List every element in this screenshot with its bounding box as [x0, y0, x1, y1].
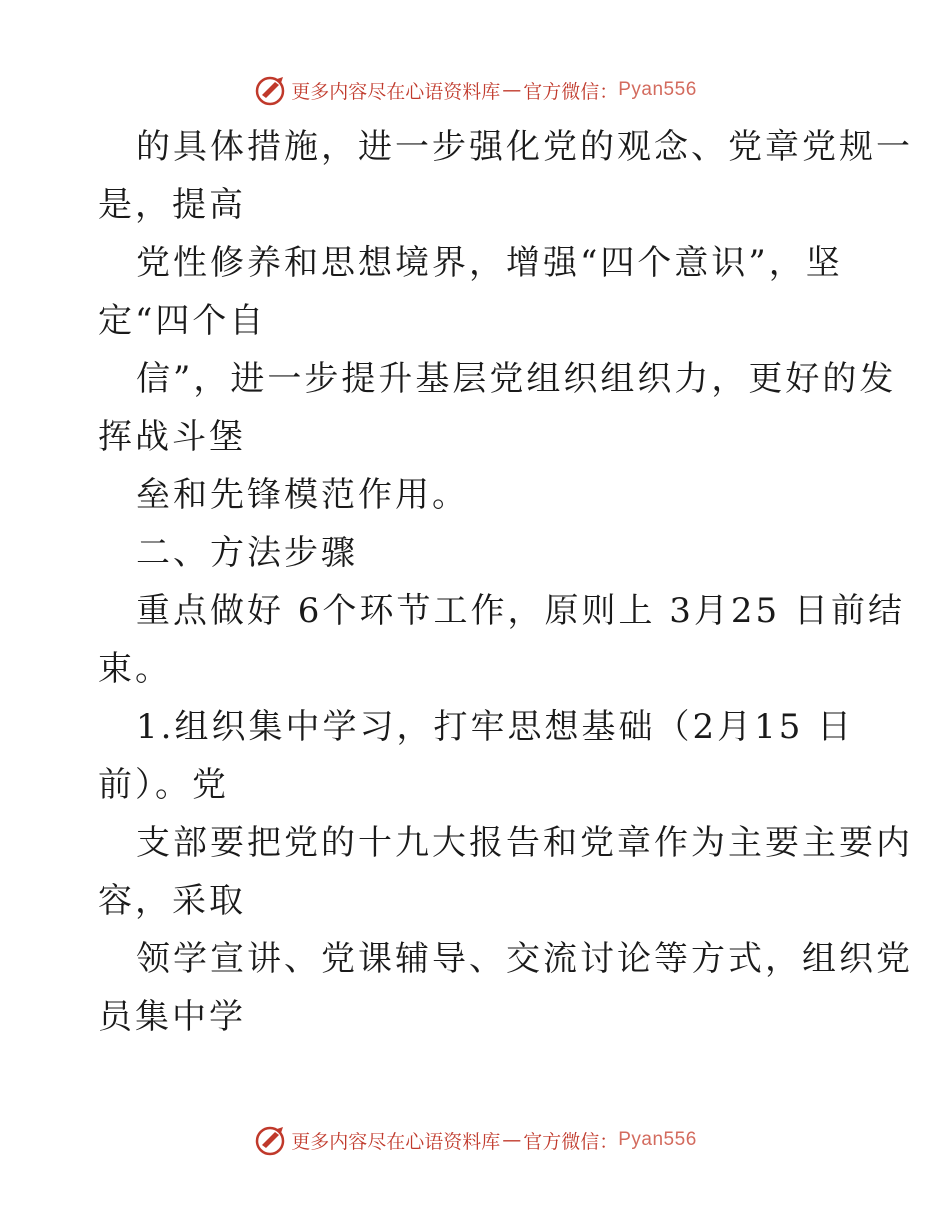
logo-icon [253, 73, 287, 107]
text-line: 前）。党 [98, 765, 229, 805]
text-line: 束。 [98, 649, 172, 689]
watermark-separator: — [502, 1129, 522, 1151]
text-line: 二、方法步骤 [136, 533, 358, 573]
document-body [98, 118, 913, 1046]
watermark-site-text: 更多内容尽在心语资料库 [291, 80, 501, 103]
text-line: 的具体措施，进一步强化党的观念、党章党规一 [136, 127, 913, 167]
watermark-site-text: 更多内容尽在心语资料库 [291, 1130, 501, 1153]
footer-watermark [0, 1120, 950, 1160]
text-line: 员集中学 [98, 997, 246, 1037]
text-line: 领学宣讲、党课辅导、交流讨论等方式，组织党 [136, 939, 913, 979]
text-line: 信”，进一步提升基层党组织组织力，更好的发 [136, 359, 897, 399]
watermark-separator: — [502, 79, 522, 101]
header-watermark [0, 70, 950, 110]
text-line: 是，提高 [98, 185, 246, 225]
text-line: 党性修养和思想境界，增强“四个意识”，坚 [136, 243, 843, 283]
text-line: 重点做好 6个环节工作，原则上 3月25 日前结 [136, 591, 905, 631]
text-line: 定“四个自 [98, 301, 267, 341]
text-line: 垒和先锋模范作用。 [136, 475, 469, 515]
logo-icon [253, 1123, 287, 1157]
watermark-wechat-id: Pyan556 [618, 1129, 697, 1150]
watermark-wechat-id: Pyan556 [618, 79, 697, 100]
text-line: 容，采取 [98, 881, 246, 921]
text-line: 支部要把党的十九大报告和党章作为主要主要内 [136, 823, 913, 863]
text-line: 挥战斗堡 [98, 417, 246, 457]
watermark-wechat-label: 官方微信： [523, 80, 619, 103]
watermark-wechat-label: 官方微信： [523, 1130, 619, 1153]
text-line: 1.组织集中学习，打牢思想基础（2月15 日 [136, 707, 855, 747]
